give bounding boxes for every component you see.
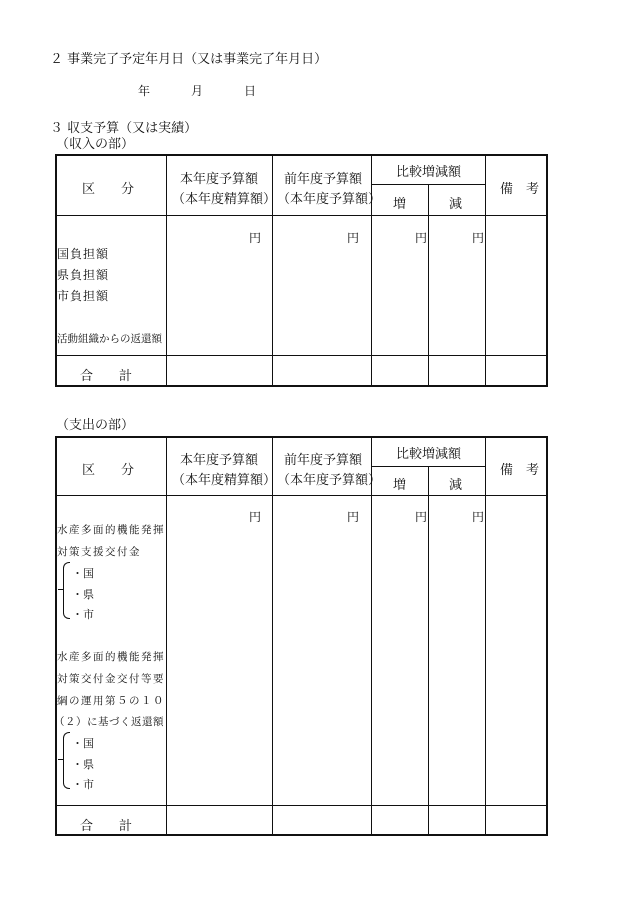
yen-label: 円 [249,510,262,524]
header-category: 区 分 [82,182,135,197]
yen-label: 円 [347,510,360,524]
expense-block1-line: 水産多面的機能発揮 [57,524,165,536]
sub-national: ・国 [72,567,94,580]
sub-city: ・市 [72,778,94,791]
expense-block1-line: 対策支援交付金 [57,546,141,558]
section3-heading: ３ 収支予算（又は実績） [50,121,198,136]
header-current-budget: 本年度予算額 [180,172,259,187]
yen-label: 円 [472,231,485,245]
expense-block2-line: 対策交付金交付等要 [57,673,165,685]
sub-prefecture: ・県 [72,588,94,601]
section2-heading: ２ 事業完了予定年月日（又は事業完了年月日） [50,52,328,67]
sub-prefecture: ・県 [72,758,94,771]
expense-block2-line: （２）に基づく返還額 [54,716,164,728]
day-label: 日 [244,84,257,98]
header-remarks: 備 考 [500,463,540,478]
header-current-settlement: （本年度精算額） [172,473,277,488]
yen-label: 円 [415,231,428,245]
yen-label: 円 [472,510,485,524]
yen-label: 円 [347,231,360,245]
header-comparison: 比較増減額 [396,165,462,180]
header-previous-budget: 前年度予算額 [284,453,363,468]
row-city: 市負担額 [57,289,110,303]
header-previous-sub: （本年度予算額） [277,473,382,488]
header-decrease: 減 [449,478,463,493]
row-national: 国負担額 [57,247,110,261]
row-prefecture: 県負担額 [57,268,110,282]
expense-label: （支出の部） [56,418,135,433]
brace-icon [63,732,70,789]
header-comparison: 比較増減額 [396,447,462,462]
header-decrease: 減 [449,197,463,212]
header-previous-budget: 前年度予算額 [284,172,363,187]
header-increase: 増 [393,478,407,493]
brace-icon [63,562,70,619]
yen-label: 円 [415,510,428,524]
header-category: 区 分 [82,463,135,478]
income-total-label: 合 計 [80,369,133,384]
header-previous-sub: （本年度予算額） [277,192,382,207]
year-label: 年 [138,84,151,98]
header-current-settlement: （本年度精算額） [172,192,277,207]
expense-block2-line: 綱の運用第５の１０ [57,695,165,707]
sub-national: ・国 [72,737,94,750]
header-increase: 増 [393,197,407,212]
expense-block2-line: 水産多面的機能発揮 [57,651,165,663]
yen-label: 円 [249,231,262,245]
header-remarks: 備 考 [500,182,540,197]
row-refund: 活動組織からの返還額 [57,333,162,345]
sub-city: ・市 [72,608,94,621]
expense-total-label: 合 計 [80,819,133,834]
income-label: （収入の部） [56,137,135,152]
month-label: 月 [191,84,204,98]
header-current-budget: 本年度予算額 [180,453,259,468]
